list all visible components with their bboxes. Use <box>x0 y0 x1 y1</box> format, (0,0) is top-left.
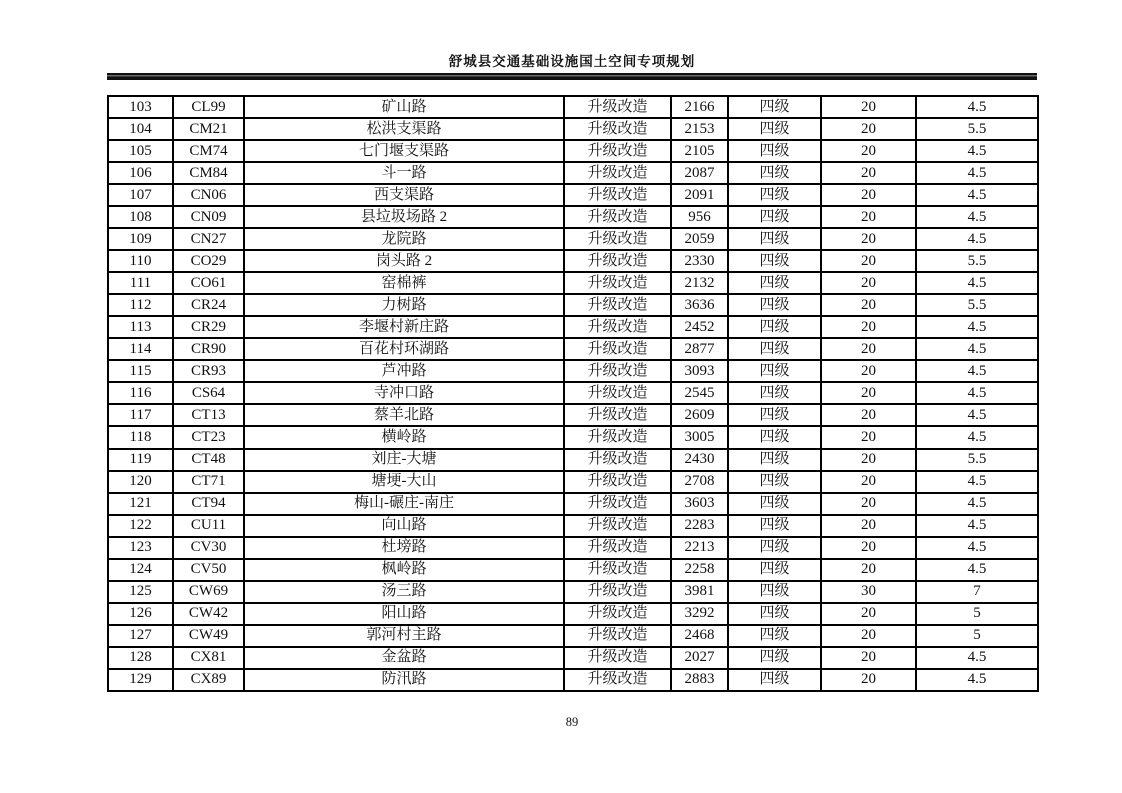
table-cell: 2283 <box>671 515 728 537</box>
table-cell: 蔡羊北路 <box>244 404 564 426</box>
table-cell: 西支渠路 <box>244 184 564 206</box>
table-cell: 116 <box>108 382 173 404</box>
table-cell: CL99 <box>173 96 244 118</box>
table-cell: 四级 <box>728 669 821 691</box>
table-cell: 金盆路 <box>244 647 564 669</box>
table-cell: CN06 <box>173 184 244 206</box>
table-cell: 四级 <box>728 603 821 625</box>
table-cell: 四级 <box>728 493 821 515</box>
table-row <box>108 118 1038 140</box>
table-cell: 30 <box>821 581 916 603</box>
table-cell: 20 <box>821 338 916 360</box>
table-cell: 20 <box>821 404 916 426</box>
table-cell: 四级 <box>728 272 821 294</box>
table-row <box>108 669 1038 691</box>
table-cell: 2877 <box>671 338 728 360</box>
table-row <box>108 471 1038 493</box>
table-row <box>108 184 1038 206</box>
table-cell: 刘庄-大塘 <box>244 449 564 471</box>
table-cell: 4.5 <box>916 316 1038 338</box>
table-cell: 125 <box>108 581 173 603</box>
table-cell: CV50 <box>173 559 244 581</box>
table-cell: 升级改造 <box>564 184 671 206</box>
table-cell: 20 <box>821 426 916 448</box>
table-cell: 20 <box>821 493 916 515</box>
table-cell: 122 <box>108 515 173 537</box>
table-cell: 力树路 <box>244 294 564 316</box>
table-cell: 龙院路 <box>244 228 564 250</box>
table-cell: 4.5 <box>916 426 1038 448</box>
table-cell: 岗头路 2 <box>244 250 564 272</box>
table-cell: 杜塝路 <box>244 537 564 559</box>
table-cell: 升级改造 <box>564 228 671 250</box>
table-cell: 升级改造 <box>564 515 671 537</box>
table-row <box>108 515 1038 537</box>
table-cell: CR29 <box>173 316 244 338</box>
table-cell: 2468 <box>671 625 728 647</box>
table-cell: 四级 <box>728 96 821 118</box>
table-cell: 斗一路 <box>244 162 564 184</box>
table-cell: 四级 <box>728 625 821 647</box>
table-cell: 四级 <box>728 581 821 603</box>
table-cell: 20 <box>821 294 916 316</box>
table-cell: 111 <box>108 272 173 294</box>
table-cell: 3603 <box>671 493 728 515</box>
table-cell: 2258 <box>671 559 728 581</box>
table-row <box>108 426 1038 448</box>
table-cell: 四级 <box>728 184 821 206</box>
table-cell: 升级改造 <box>564 669 671 691</box>
table-cell: CW49 <box>173 625 244 647</box>
table-cell: 112 <box>108 294 173 316</box>
table-cell: 4.5 <box>916 184 1038 206</box>
table-cell: 四级 <box>728 338 821 360</box>
table-cell: CW42 <box>173 603 244 625</box>
table-cell: CT23 <box>173 426 244 448</box>
table-cell: 四级 <box>728 449 821 471</box>
page-header-title: 舒城县交通基础设施国土空间专项规划 <box>448 54 696 69</box>
table-cell: 4.5 <box>916 515 1038 537</box>
table-cell: 4.5 <box>916 537 1038 559</box>
table-cell: 20 <box>821 382 916 404</box>
table-cell: 升级改造 <box>564 625 671 647</box>
table-cell: 芦冲路 <box>244 360 564 382</box>
table-cell: 20 <box>821 647 916 669</box>
table-cell: 四级 <box>728 250 821 272</box>
table-cell: 20 <box>821 162 916 184</box>
table-cell: CR24 <box>173 294 244 316</box>
table-cell: 117 <box>108 404 173 426</box>
table-cell: 4.5 <box>916 338 1038 360</box>
table-cell: 110 <box>108 250 173 272</box>
table-cell: 四级 <box>728 471 821 493</box>
table-cell: 4.5 <box>916 140 1038 162</box>
table-row <box>108 625 1038 647</box>
table-cell: 四级 <box>728 515 821 537</box>
table-row <box>108 581 1038 603</box>
table-cell: 防汛路 <box>244 669 564 691</box>
header-rule-divider <box>107 73 1037 80</box>
table-row <box>108 250 1038 272</box>
table-cell: 4.5 <box>916 669 1038 691</box>
table-cell: 5 <box>916 625 1038 647</box>
table-cell: 20 <box>821 515 916 537</box>
table-row <box>108 537 1038 559</box>
table-row <box>108 338 1038 360</box>
table-cell: 升级改造 <box>564 118 671 140</box>
table-cell: 4.5 <box>916 647 1038 669</box>
table-cell: 7 <box>916 581 1038 603</box>
table-cell: 20 <box>821 272 916 294</box>
table-cell: CR93 <box>173 360 244 382</box>
table-cell: 郭河村主路 <box>244 625 564 647</box>
table-cell: CX89 <box>173 669 244 691</box>
table-cell: 四级 <box>728 360 821 382</box>
table-cell: CM74 <box>173 140 244 162</box>
table-cell: 127 <box>108 625 173 647</box>
table-cell: 七门堰支渠路 <box>244 140 564 162</box>
table-cell: 4.5 <box>916 228 1038 250</box>
table-cell: 4.5 <box>916 382 1038 404</box>
table-cell: 4.5 <box>916 96 1038 118</box>
table-cell: 寺冲口路 <box>244 382 564 404</box>
table-row <box>108 96 1038 118</box>
table-cell: 四级 <box>728 559 821 581</box>
table-cell: 升级改造 <box>564 581 671 603</box>
table-row <box>108 404 1038 426</box>
table-cell: 119 <box>108 449 173 471</box>
table-cell: 120 <box>108 471 173 493</box>
table-cell: 2883 <box>671 669 728 691</box>
table-cell: CM84 <box>173 162 244 184</box>
table-cell: 4.5 <box>916 272 1038 294</box>
table-cell: 2059 <box>671 228 728 250</box>
table-cell: 113 <box>108 316 173 338</box>
table-cell: 窑棉裤 <box>244 272 564 294</box>
table-cell: 3093 <box>671 360 728 382</box>
table-cell: 汤三路 <box>244 581 564 603</box>
table-cell: 20 <box>821 537 916 559</box>
table-cell: 县垃圾场路 2 <box>244 206 564 228</box>
table-cell: 20 <box>821 250 916 272</box>
table-cell: 20 <box>821 360 916 382</box>
table-cell: 升级改造 <box>564 250 671 272</box>
table-row <box>108 559 1038 581</box>
table-cell: 4.5 <box>916 360 1038 382</box>
table-cell: 松洪支渠路 <box>244 118 564 140</box>
table-cell: 4.5 <box>916 404 1038 426</box>
road-upgrade-table <box>107 95 1039 692</box>
table-cell: 20 <box>821 471 916 493</box>
table-cell: 四级 <box>728 162 821 184</box>
table-cell: 横岭路 <box>244 426 564 448</box>
table-cell: 20 <box>821 603 916 625</box>
table-cell: 109 <box>108 228 173 250</box>
table-cell: 四级 <box>728 426 821 448</box>
table-cell: 四级 <box>728 140 821 162</box>
table-cell: 114 <box>108 338 173 360</box>
table-row <box>108 449 1038 471</box>
table-cell: 4.5 <box>916 559 1038 581</box>
table-cell: 2452 <box>671 316 728 338</box>
table-cell: 126 <box>108 603 173 625</box>
table-cell: 20 <box>821 449 916 471</box>
table-cell: 升级改造 <box>564 338 671 360</box>
table-cell: 2166 <box>671 96 728 118</box>
table-cell: 2213 <box>671 537 728 559</box>
table-cell: 2708 <box>671 471 728 493</box>
table-cell: 5.5 <box>916 449 1038 471</box>
table-cell: 20 <box>821 96 916 118</box>
table-cell: 矿山路 <box>244 96 564 118</box>
table-row <box>108 493 1038 515</box>
table-cell: 升级改造 <box>564 294 671 316</box>
table-cell: 2609 <box>671 404 728 426</box>
table-cell: 升级改造 <box>564 449 671 471</box>
table-cell: 123 <box>108 537 173 559</box>
table-cell: 升级改造 <box>564 316 671 338</box>
table-cell: 四级 <box>728 404 821 426</box>
table-cell: 121 <box>108 493 173 515</box>
table-cell: 2027 <box>671 647 728 669</box>
table-cell: 5 <box>916 603 1038 625</box>
table-cell: 128 <box>108 647 173 669</box>
table-cell: 2132 <box>671 272 728 294</box>
table-cell: 梅山-碾庄-南庄 <box>244 493 564 515</box>
table-cell: CO61 <box>173 272 244 294</box>
table-cell: CT71 <box>173 471 244 493</box>
table-row <box>108 647 1038 669</box>
table-row <box>108 360 1038 382</box>
table-cell: 3292 <box>671 603 728 625</box>
table-cell: 升级改造 <box>564 647 671 669</box>
table-cell: 2545 <box>671 382 728 404</box>
table-cell: 升级改造 <box>564 360 671 382</box>
table-cell: CT48 <box>173 449 244 471</box>
page-number: 89 <box>565 715 579 729</box>
table-row <box>108 316 1038 338</box>
table-cell: 2153 <box>671 118 728 140</box>
table-cell: 升级改造 <box>564 140 671 162</box>
table-cell: 2091 <box>671 184 728 206</box>
table-cell: 4.5 <box>916 162 1038 184</box>
table-cell: 20 <box>821 118 916 140</box>
table-cell: 四级 <box>728 206 821 228</box>
table-cell: 106 <box>108 162 173 184</box>
table-cell: 3981 <box>671 581 728 603</box>
table-cell: 5.5 <box>916 118 1038 140</box>
table-cell: CT13 <box>173 404 244 426</box>
table-cell: 四级 <box>728 316 821 338</box>
table-row <box>108 382 1038 404</box>
table-cell: 107 <box>108 184 173 206</box>
table-cell: 李堰村新庄路 <box>244 316 564 338</box>
table-row <box>108 603 1038 625</box>
table-row <box>108 162 1038 184</box>
table-cell: 升级改造 <box>564 206 671 228</box>
table-cell: 103 <box>108 96 173 118</box>
table-cell: 四级 <box>728 537 821 559</box>
table-cell: 升级改造 <box>564 471 671 493</box>
table-cell: 124 <box>108 559 173 581</box>
table-cell: 118 <box>108 426 173 448</box>
table-row <box>108 272 1038 294</box>
table-cell: 20 <box>821 669 916 691</box>
table-cell: 5.5 <box>916 250 1038 272</box>
table-cell: 108 <box>108 206 173 228</box>
table-cell: 升级改造 <box>564 559 671 581</box>
table-cell: 塘埂-大山 <box>244 471 564 493</box>
table-row <box>108 140 1038 162</box>
table-cell: 4.5 <box>916 493 1038 515</box>
table-cell: 5.5 <box>916 294 1038 316</box>
table-cell: 2105 <box>671 140 728 162</box>
table-cell: 四级 <box>728 382 821 404</box>
table-cell: 四级 <box>728 647 821 669</box>
table-cell: 升级改造 <box>564 404 671 426</box>
table-cell: CU11 <box>173 515 244 537</box>
table-cell: CO29 <box>173 250 244 272</box>
table-cell: CW69 <box>173 581 244 603</box>
table-cell: 20 <box>821 316 916 338</box>
table-cell: 2330 <box>671 250 728 272</box>
table-cell: 升级改造 <box>564 603 671 625</box>
table-cell: 升级改造 <box>564 382 671 404</box>
table-row <box>108 294 1038 316</box>
table-cell: 升级改造 <box>564 96 671 118</box>
table-cell: 20 <box>821 625 916 647</box>
table-cell: 3005 <box>671 426 728 448</box>
table-cell: 枫岭路 <box>244 559 564 581</box>
table-cell: 115 <box>108 360 173 382</box>
table-cell: 阳山路 <box>244 603 564 625</box>
table-cell: 升级改造 <box>564 537 671 559</box>
table-cell: 向山路 <box>244 515 564 537</box>
table-cell: 升级改造 <box>564 162 671 184</box>
table-row <box>108 206 1038 228</box>
table-cell: 百花村环湖路 <box>244 338 564 360</box>
table-cell: CN09 <box>173 206 244 228</box>
table-cell: 105 <box>108 140 173 162</box>
table-cell: 3636 <box>671 294 728 316</box>
table-cell: CM21 <box>173 118 244 140</box>
table-cell: 4.5 <box>916 471 1038 493</box>
table-cell: CX81 <box>173 647 244 669</box>
table-cell: 升级改造 <box>564 493 671 515</box>
table-cell: 四级 <box>728 294 821 316</box>
table-cell: 129 <box>108 669 173 691</box>
table-cell: 四级 <box>728 118 821 140</box>
table-cell: 20 <box>821 206 916 228</box>
table-cell: CT94 <box>173 493 244 515</box>
table-cell: 104 <box>108 118 173 140</box>
table-cell: CR90 <box>173 338 244 360</box>
table-cell: 2087 <box>671 162 728 184</box>
table-cell: CN27 <box>173 228 244 250</box>
table-cell: 20 <box>821 559 916 581</box>
table-cell: 20 <box>821 228 916 250</box>
table-row <box>108 228 1038 250</box>
table-cell: 四级 <box>728 228 821 250</box>
table-cell: 4.5 <box>916 206 1038 228</box>
table-cell: 升级改造 <box>564 426 671 448</box>
table-cell: 956 <box>671 206 728 228</box>
table-cell: 20 <box>821 184 916 206</box>
table-cell: 2430 <box>671 449 728 471</box>
table-cell: CS64 <box>173 382 244 404</box>
table-cell: 升级改造 <box>564 272 671 294</box>
table-cell: 20 <box>821 140 916 162</box>
table-cell: CV30 <box>173 537 244 559</box>
